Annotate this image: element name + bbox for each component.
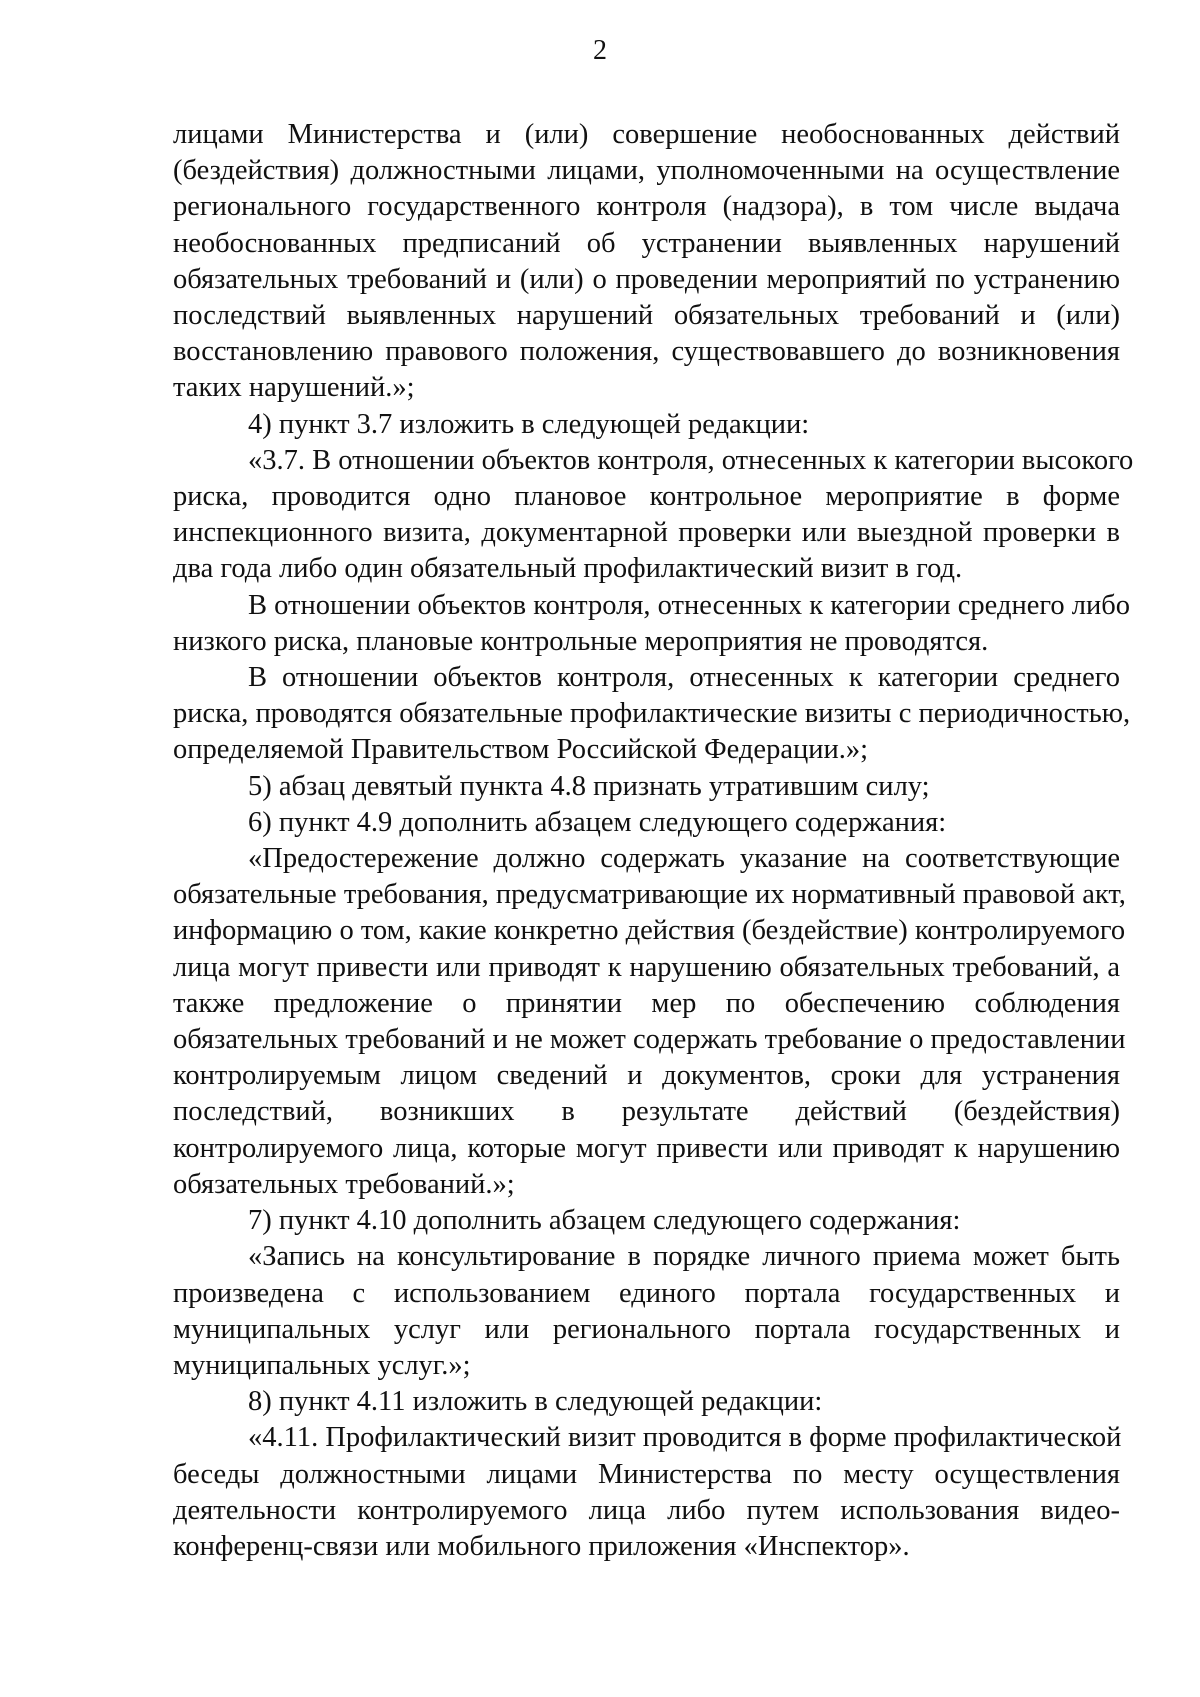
text-line: В отношении объектов контроля, отнесенных к категории среднего	[248, 662, 1120, 694]
text-line: лица могут привести или приводят к нарушению обязательных требований, а	[173, 951, 1120, 983]
text-line: контролируемым лицом сведений и документов, сроки для устранения	[173, 1060, 1120, 1092]
text-line: 4) пункт 3.7 изложить в следующей редакции:	[248, 408, 810, 440]
text-line: низкого риска, плановые контрольные мероприятия не проводятся.	[173, 625, 989, 657]
text-line: обязательные требования, предусматривающие их нормативный правовой акт,	[173, 879, 1126, 911]
text-line: обязательных требований и (или) о проведении мероприятий по устранению	[173, 263, 1120, 295]
text-line: «Предостережение должно содержать указание на соответствующие	[248, 843, 1120, 875]
text-line: необоснованных предписаний об устранении выявленных нарушений	[173, 227, 1120, 259]
text-line: контролируемого лица, которые могут привести или приводят к нарушению	[173, 1132, 1120, 1164]
text-line: «4.11. Профилактический визит проводится в форме профилактической	[248, 1422, 1122, 1454]
text-line: обязательных требований и не может содержать требование о предоставлении	[173, 1024, 1126, 1056]
text-line: последствий, возникших в результате действий (бездействия)	[173, 1096, 1120, 1128]
text-line: деятельности контролируемого лица либо путем использования видео-	[173, 1494, 1120, 1526]
text-line: В отношении объектов контроля, отнесенных к категории среднего либо	[248, 589, 1130, 621]
text-line: 8) пункт 4.11 изложить в следующей редакции:	[248, 1386, 823, 1418]
text-line: определяемой Правительством Российской Федерации.»;	[173, 734, 869, 766]
text-line: риска, проводятся обязательные профилактические визиты с периодичностью,	[173, 698, 1131, 730]
text-line: 7) пункт 4.10 дополнить абзацем следующего содержания:	[248, 1205, 961, 1237]
text-line: произведена с использованием единого портала государственных и	[173, 1277, 1120, 1309]
text-line: (бездействия) должностными лицами, уполномоченными на осуществление	[173, 155, 1120, 187]
text-line: обязательных требований.»;	[173, 1168, 515, 1200]
text-line: 6) пункт 4.9 дополнить абзацем следующего содержания:	[248, 806, 947, 838]
text-line: также предложение о принятии мер по обеспечению соблюдения	[173, 987, 1120, 1019]
text-line: муниципальных услуг.»;	[173, 1349, 471, 1381]
text-line: беседы должностными лицами Министерства по месту осуществления	[173, 1458, 1120, 1490]
text-line: «Запись на консультирование в порядке личного приема может быть	[248, 1241, 1120, 1273]
text-line: инспекционного визита, документарной проверки или выездной проверки в	[173, 517, 1120, 549]
text-line: муниципальных услуг или регионального портала государственных и	[173, 1313, 1120, 1345]
document-body	[173, 117, 1134, 1565]
text-line: восстановлению правового положения, существовавшего до возникновения	[173, 336, 1120, 368]
text-line: таких нарушений.»;	[173, 372, 415, 404]
text-line: 5) абзац девятый пункта 4.8 признать утратившим силу;	[248, 770, 930, 802]
text-line: регионального государственного контроля (надзора), в том числе выдача	[173, 191, 1120, 223]
text-line: конференц-связи или мобильного приложения «Инспектор».	[173, 1530, 910, 1562]
text-line: «3.7. В отношении объектов контроля, отнесенных к категории высокого	[248, 444, 1134, 476]
text-line: лицами Министерства и (или) совершение необоснованных действий	[173, 119, 1120, 150]
text-line: риска, проводится одно плановое контрольное мероприятие в форме	[173, 481, 1120, 513]
page-number: 2	[593, 35, 607, 66]
text-line: два года либо один обязательный профилактический визит в год.	[173, 553, 963, 585]
text-line: последствий выявленных нарушений обязательных требований и (или)	[173, 300, 1120, 332]
text-line: информацию о том, какие конкретно действия (бездействие) контролируемого	[173, 915, 1126, 947]
